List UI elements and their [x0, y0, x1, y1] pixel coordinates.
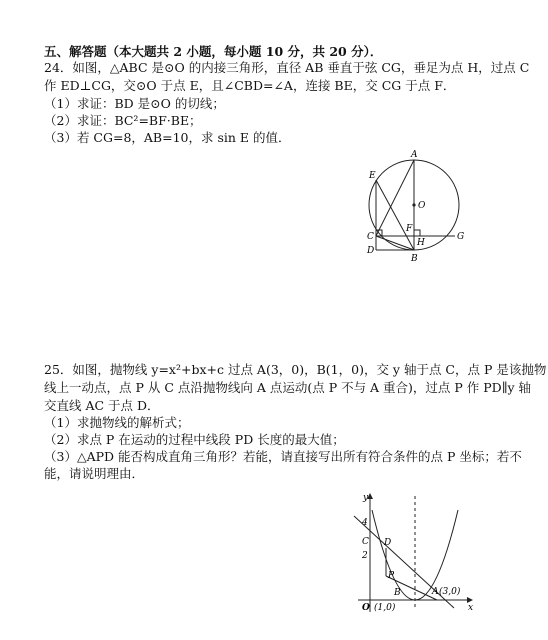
q25-line-3: 交直线 AC 于点 D．	[44, 398, 160, 413]
q24-line-1: 24．如图，△ABC 是⊙O 的内接三角形，直径 AB 垂直于弦 CG，垂足为点 H，过点 C	[44, 60, 530, 75]
label-tick-2: 2	[362, 551, 368, 561]
right-angle-h	[414, 230, 420, 236]
label-a-coord: (3,0)	[439, 587, 461, 597]
label-c: C	[367, 232, 374, 242]
section-heading: 五、解答题（本大题共 2 小题，每小题 10 分，共 20 分）．	[44, 44, 383, 59]
label-b: B	[394, 588, 401, 598]
label-x: x	[468, 603, 474, 613]
label-e: E	[369, 171, 376, 181]
label-c: C	[362, 537, 369, 547]
label-d: D	[367, 246, 375, 256]
q25-part-2: （2）求点 P 在运动的过程中线段 PD 长度的最大值；	[44, 432, 345, 447]
label-g: G	[457, 232, 465, 242]
label-h: H	[417, 238, 425, 248]
center-o-dot	[412, 203, 415, 206]
q24-part-1: （1）求证：BD 是⊙O 的切线；	[44, 96, 225, 111]
label-f: F	[406, 224, 413, 234]
q25-part-3: （3）△APD 能否构成直角三角形？若能，请直接写出所有符合条件的点 P 坐标；若不	[44, 449, 522, 464]
q24-part-3: （3）若 CG=8，AB=10，求 sin E 的值．	[44, 130, 291, 145]
q25-parabola-figure	[350, 488, 480, 616]
segment-be	[376, 180, 414, 250]
label-d: D	[384, 538, 392, 548]
label-y: y	[363, 493, 369, 503]
label-a: A	[411, 150, 418, 160]
q24-line-2: 作 ED⊥CG，交⊙O 于点 E，且∠CBD=∠A，连接 BE，交 CG 于点 F．	[44, 78, 456, 93]
label-tick-4: 4	[362, 518, 368, 528]
label-b-coord: (1,0)	[374, 603, 396, 613]
label-origin: O	[362, 603, 370, 613]
label-b: B	[411, 254, 418, 264]
label-a: A	[432, 587, 439, 597]
q25-line-1: 25．如图，抛物线 y=x²+bx+c 过点 A(3，0)，B(1，0)，交 y 轴于点 C，点 P 是该抛物	[44, 362, 547, 377]
q25-part-1: （1）求抛物线的解析式；	[44, 415, 190, 430]
label-p: P	[388, 571, 395, 581]
q25-part-3-cont: 能，请说明理由．	[44, 466, 145, 481]
q25-line-2: 线上一动点，点 P 从 C 点沿抛物线向 A 点运动(点 P 不与 A 重合)，过点 P 作 PD∥y 轴	[44, 380, 532, 395]
segment-bc	[376, 236, 414, 250]
q24-circle-figure	[360, 144, 480, 266]
q24-part-2: （2）求证：BC²=BF·BE；	[44, 113, 202, 128]
label-o: O	[418, 201, 426, 211]
